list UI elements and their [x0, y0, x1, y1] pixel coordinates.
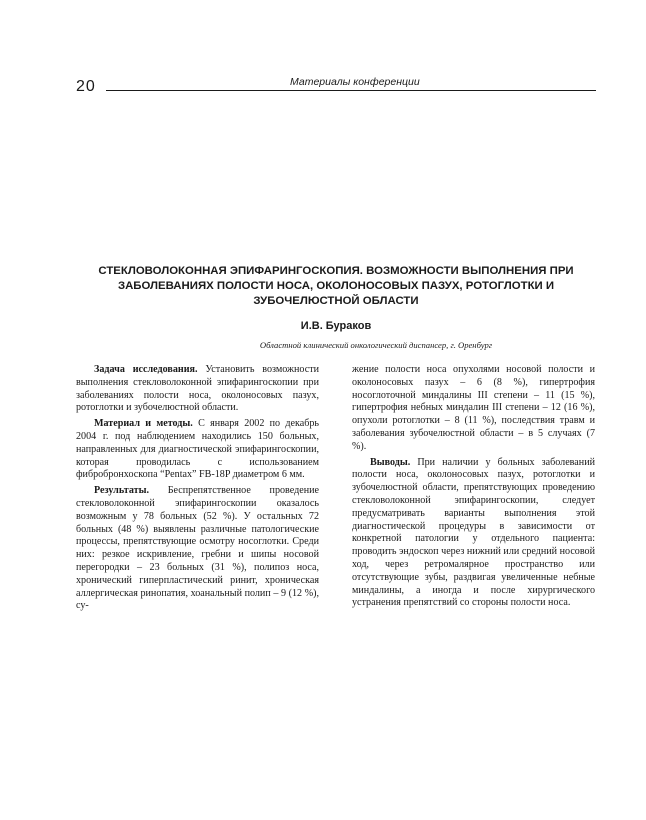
paragraph-lead: Выводы.	[370, 456, 411, 468]
right-column	[352, 364, 595, 613]
paragraph-body: жение полости носа опухолями носовой полости и околоносовых пазух – 6 (8 %), гипертрофия носоглоточной миндалины III степени – 11 (15 %), гипертрофия небных миндалин III степени – 12 (16 %), опухоли ротоглотки – 8 (11 %), последствия травм и заболевания зубочелюстной области – в 5 случаях (7 %).	[352, 364, 595, 452]
page-number: 20	[76, 78, 96, 95]
paragraph-body: При наличии у больных заболеваний полости носа, околоносовых пазух, ротоглотки и зубочелюстной области, препятствующих проведению стекловолоконной эпифарингоскопии, следует предусматривать варианты выполнения этой диагностической процедуры в зависимости от конкретной патологии у отдельного пациента: проводить эндоскоп через нижний или средний носовой ход, через ретромалярное пространство или отсутствующие зубы, раздвигая увеличенные небные миндалины, а иногда и после хирургического устранения препятствий со стороны полости носа.	[352, 456, 595, 609]
paragraph-methods	[76, 418, 319, 482]
running-title: Материалы конференции	[290, 76, 420, 88]
article-affiliation: Областной клинический онкологический диспансер, г. Оренбург	[259, 340, 493, 350]
paragraph-body: Установить возможности выполнения стекловолоконной эпифарингоскопии при заболеваниях полости носа, околоносовых пазух, ротоглотки и зубочелюстной области.	[76, 364, 320, 414]
page-header	[76, 76, 596, 96]
paragraph-results-continued	[352, 364, 595, 454]
header-rule	[106, 90, 596, 91]
paragraph-lead: Результаты.	[94, 485, 149, 497]
paragraph-lead: Материал и методы.	[94, 418, 193, 430]
article-author: И.В. Бураков	[300, 320, 372, 332]
paragraph-results	[76, 485, 319, 613]
paragraph-body: С января 2002 по декабрь 2004 г. под наблюдением находились 150 больных, направленных для диагностической эпифарингоскопии, которая проводилась с использованием фибробронхоскопа “Pentax” FB-18P диаметром 6 мм.	[76, 418, 320, 481]
paragraph-objective	[76, 364, 319, 415]
paragraph-conclusions	[352, 457, 595, 611]
paragraph-lead: Задача исследования.	[94, 364, 198, 375]
article-title: СТЕКЛОВОЛОКОННАЯ ЭПИФАРИНГОСКОПИЯ. ВОЗМОЖНОСТИ ВЫПОЛНЕНИЯ ПРИ ЗАБОЛЕВАНИЯХ ПОЛОСТИ НОСА, ОКОЛОНОСОВЫХ ПАЗУХ, РОТОГЛОТКИ И ЗУБОЧЕЛЮСТНОЙ ОБЛАСТИ	[98, 265, 574, 307]
left-column	[76, 364, 319, 616]
paragraph-body: Беспрепятственное проведение стекловолоконной эпифарингоскопии оказалось возможным у 78 больных (52 %). У остальных 72 больных (48 %) выявлены различные патологические процессы, препятствующие осмотру носоглотки. Среди них: резкое искривление, гребни и шипы носовой перегородки – 23 больных (31 %), полипоз носа, хронический гиперпластический ринит, хроническая аллергическая ринопатия, хоанальный полип – 9 (12 %), су-	[76, 485, 319, 612]
